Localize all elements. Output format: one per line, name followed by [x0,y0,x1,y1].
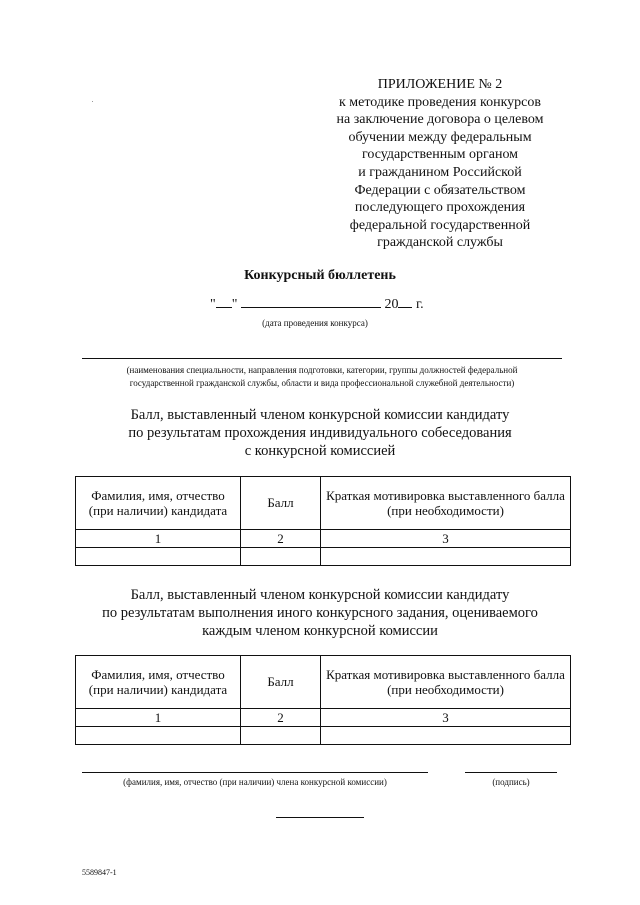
motivation-cell[interactable] [321,548,571,566]
member-name-field[interactable] [82,772,428,773]
heading-line: Балл, выставленный членом конкурсной комиссии кандидату [130,587,510,603]
scan-speck [92,101,93,102]
document-title: Конкурсный бюллетень [244,268,396,283]
signature-field[interactable] [465,772,557,773]
specialty-caption [82,364,562,389]
appendix-line: гражданской службы [377,235,503,251]
header-motivation: Краткая мотивировка выставленного балла (при необходимости) [321,656,571,709]
score-table-other-task [75,655,571,745]
closing-rule [276,817,364,818]
specialty-field[interactable] [82,358,562,359]
appendix-line: государственным органом [361,147,519,163]
appendix-line: на заключение договора о целевом [336,112,544,128]
date-line [210,297,460,313]
header-candidate-name: Фамилия, имя, отчество (при наличии) кандидата [76,477,241,530]
column-number: 3 [321,709,571,727]
table-row [76,548,571,566]
score-cell[interactable] [241,727,321,745]
header-score: Балл [241,656,321,709]
appendix-line: обучении между федеральным [348,129,532,145]
table-header-row [76,656,571,709]
appendix-line: ПРИЛОЖЕНИЕ № 2 [377,77,503,92]
table-header-row [76,477,571,530]
section2-heading [60,586,580,640]
appendix-line: последующего прохождения [354,200,526,216]
heading-line: Балл, выставленный членом конкурсной комиссии кандидату [130,407,510,423]
score-cell[interactable] [241,548,321,566]
specialty-caption-line: (наименования специальности, направления подготовки, категории, группы должностей федеральной [126,365,518,375]
table-number-row [76,530,571,548]
specialty-caption-line: государственной гражданской службы, области и вида профессиональной служебной деятельности) [129,377,515,388]
appendix-line: к методике проведения конкурсов [338,94,541,110]
member-name-caption: (фамилия, имя, отчество (при наличии) члена конкурсной комиссии) [123,777,387,787]
year-prefix: 20 [384,297,399,312]
section1-heading [60,406,580,460]
column-number: 3 [321,530,571,548]
table-number-row [76,709,571,727]
heading-line: по результатам выполнения иного конкурсного задания, оцениваемого [102,605,538,621]
month-field[interactable] [241,307,381,308]
date-caption: (дата проведения конкурса) [262,318,368,328]
heading-line: с конкурсной комиссией [244,443,396,459]
motivation-cell[interactable] [321,727,571,745]
heading-line: каждым членом конкурсной комиссии [202,623,438,639]
appendix-line: Федерации с обязательством [354,182,526,198]
document-number: 5589847-1 [82,868,117,877]
header-score: Балл [241,477,321,530]
candidate-name-cell[interactable] [76,727,241,745]
table-row [76,727,571,745]
column-number: 2 [241,709,321,727]
score-table-interview [75,476,571,566]
year-suffix: г. [415,297,424,312]
appendix-header [300,76,580,252]
column-number: 1 [76,709,241,727]
header-candidate-name: Фамилия, имя, отчество (при наличии) кандидата [76,656,241,709]
column-number: 2 [241,530,321,548]
signature-caption: (подпись) [492,777,530,787]
year-field[interactable] [398,307,412,308]
header-motivation: Краткая мотивировка выставленного балла (при необходимости) [321,477,571,530]
candidate-name-cell[interactable] [76,548,241,566]
close-quote: " [231,297,238,312]
appendix-line: и гражданином Российской [358,164,522,180]
column-number: 1 [76,530,241,548]
open-quote: " [210,297,216,312]
day-field[interactable] [216,307,232,308]
appendix-line: федеральной государственной [349,217,531,233]
heading-line: по результатам прохождения индивидуального собеседования [128,425,512,441]
